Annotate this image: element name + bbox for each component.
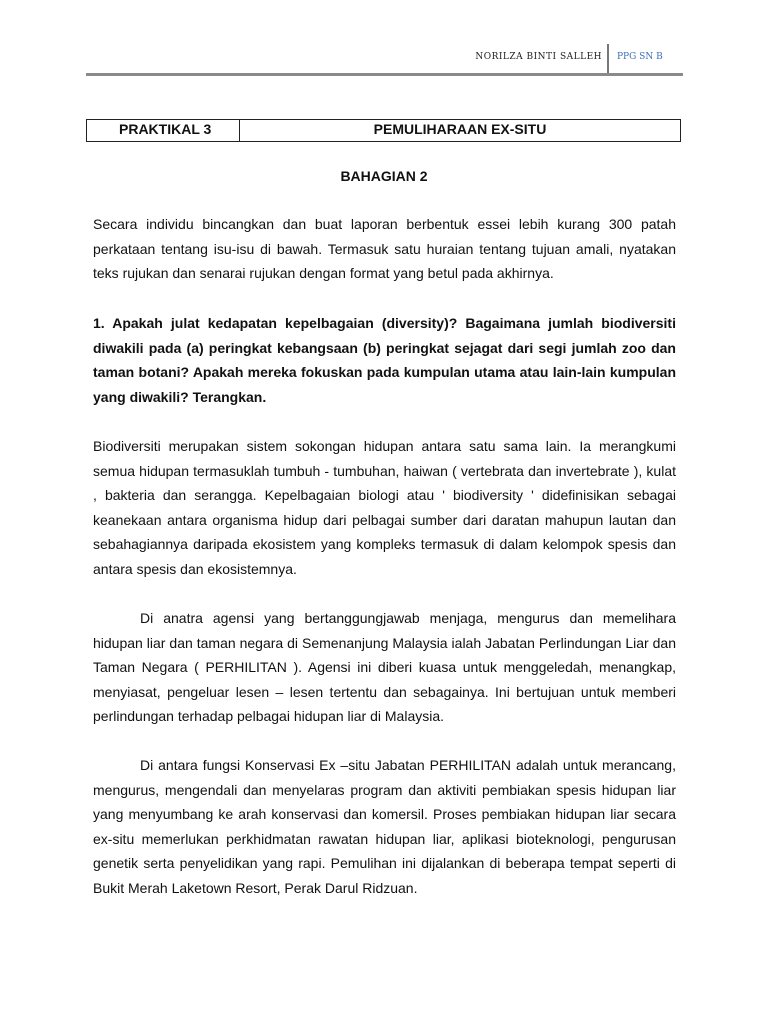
header-separator [607,44,609,74]
agency-paragraph: Di anatra agensi yang bertanggungjawab menjaga, mengurus dan memelihara hidupan liar dan taman negara di Semenanjung Malaysia ialah Jabatan Perlindungan Liar dan Taman Negara ( PERHILITAN ). Agensi ini diberi kuasa untuk menggeledah, menangkap, menyiasat, pengeluar lesen – lesen tertentu dan sebagainya. Ini bertujuan untuk memberi perlindungan terhadap pelbagai hidupan liar di Malaysia. [93,610,676,724]
question-paragraph: 1. Apakah julat kedapatan kepelbagaian (diversity)? Bagaimana jumlah biodiversiti diwakili pada (a) peringkat kebangsaan (b) peringkat sejagat dari segi jumlah zoo dan taman botani? Apakah mereka fokuskan pada kumpulan utama atau lain-lain kumpulan yang diwakili? Terangkan. [93,315,676,405]
function-paragraph: Di antara fungsi Konservasi Ex –situ Jabatan PERHILITAN adalah untuk merancang, mengurus, mengendali dan menyelaras program dan aktiviti pembiakan spesis hidupan liar yang menyumbang ke arah konservasi dan komersil. Proses pembiakan hidupan liar secara ex-situ memerlukan perkhidmatan rawatan hidupan liar, aplikasi bioteknologi, pengurusan genetik serta penyelidikan yang rapi. Pemulihan ini dijalankan di beberapa tempat seperti di Bukit Merah Laketown Resort, Perak Darul Ridzuan. [93,757,676,896]
title-practical-number: PRAKTIKAL 3 [87,120,240,141]
section-heading: BAHAGIAN 2 [340,168,428,184]
biodiversity-paragraph: Biodiversiti merupakan sistem sokongan hidupan antara satu sama lain. Ia merangkumi semua hidupan termasuklah tumbuh - tumbuhan, haiwan ( vertebrata dan invertebrate ), kulat , bakteria dan serangga. Kepelbagaian biologi atau ' biodiversity ' didefinisikan sebagai keanekaan antara organisma hidup dari pelbagai sumber dari daratan mahupun lautan dan sebahagiannya daripada ekosistem yang kompleks termasuk di dalam kelompok spesis dan antara spesis dan ekosistemnya. [93,438,676,577]
header-course-code: PPG SN B [617,52,663,62]
title-table [86,119,681,142]
header-author-name: NORILZA BINTI SALLEH [475,52,602,62]
page-header [0,44,768,74]
intro-paragraph: Secara individu bincangkan dan buat laporan berbentuk essei lebih kurang 300 patah perkataan tentang isu-isu di bawah. Termasuk satu huraian tentang tujuan amali, nyatakan teks rujukan dan senarai rujukan dengan format yang betul pada akhirnya. [93,216,676,281]
header-rule [86,73,683,76]
title-topic: PEMULIHARAAN EX-SITU [373,121,547,137]
